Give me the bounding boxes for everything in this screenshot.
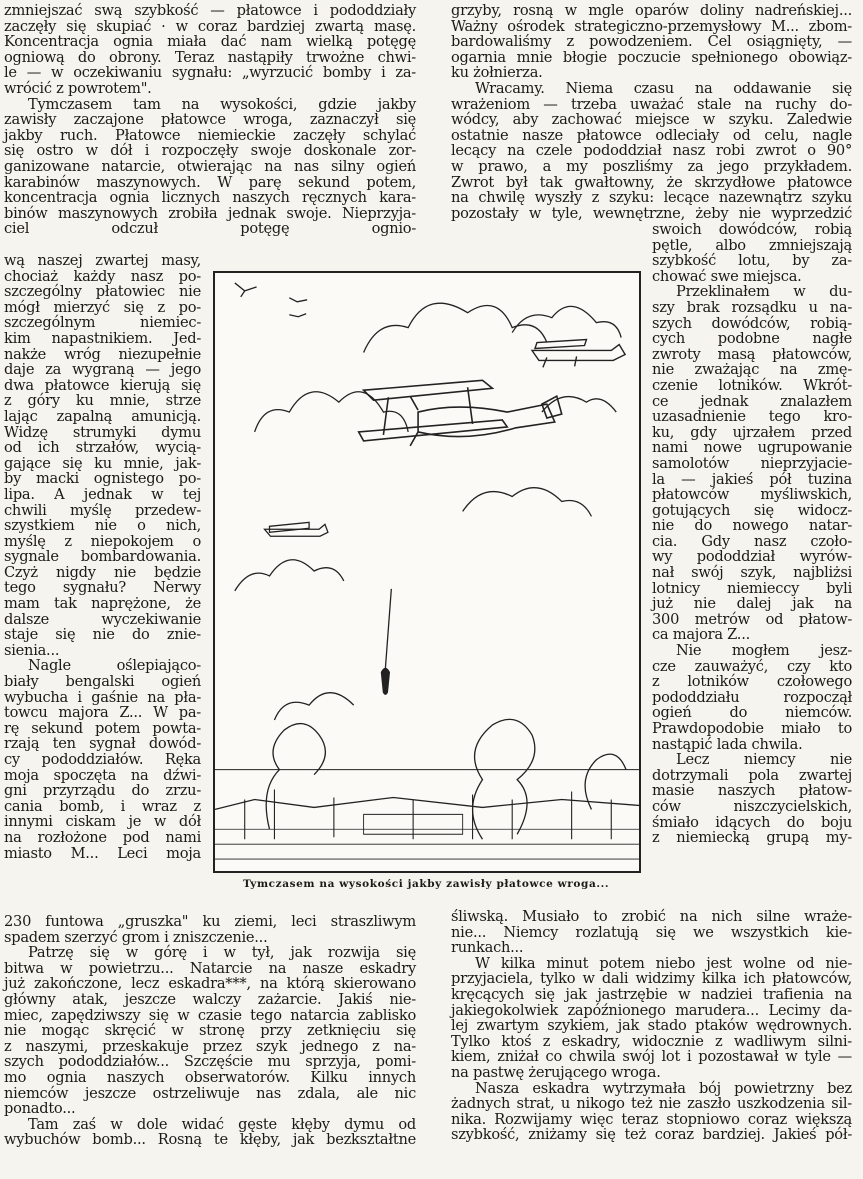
city-outline	[215, 797, 639, 809]
text-line: staje się nie do znie-	[4, 626, 201, 644]
text-line: Nagle oślepiająco-	[28, 657, 201, 675]
cloud-outline	[274, 693, 353, 720]
text-line: Lecz niemcy nie	[676, 751, 852, 769]
text-line: pozostały w tyle, wewnętrzne, żeby nie wyprzedzić	[451, 204, 852, 222]
text-line: z niemiecką grupą my-	[652, 829, 852, 847]
text-line: myślę z niepokojem o	[4, 532, 201, 550]
text-line: wą naszej zwartej masy,	[4, 252, 201, 269]
left-column-narrow	[4, 253, 201, 861]
cloud-outline	[364, 303, 547, 352]
smoke-plume	[473, 719, 535, 839]
text-line: zmniejszać swą szybkość — płatowce i pododdziały	[4, 2, 416, 19]
text-line: lając zapalną amunicją.	[4, 407, 201, 425]
text-line: żadnych strat, u nikogo też nie zaszło uszkodzenia sil-	[451, 1095, 852, 1113]
text-line: na pastwę żerującego wroga.	[451, 1063, 661, 1081]
text-line: ku żołnierza.	[451, 64, 543, 82]
text-line: swoich dowódców, robią	[652, 221, 852, 238]
text-line: moja spoczęta na dźwi-	[4, 766, 201, 784]
text-line: nakże wróg niezupełnie	[4, 345, 201, 363]
right-column-bottom	[451, 909, 852, 1143]
text-line: W kilka minut potem niebo jest wolne od nie-	[475, 954, 852, 972]
text-line: szych dowódców, robią-	[652, 314, 852, 332]
text-line: na rozłożone pod nami	[4, 828, 201, 846]
text-line: samolotów nieprzyjacie-	[652, 454, 852, 472]
text-line: szybkość lotu, by za-	[652, 252, 852, 270]
illustration-drawing	[215, 273, 639, 871]
text-line: Czyż nigdy nie będzie	[4, 563, 201, 581]
biplane-small-right	[532, 340, 625, 368]
text-line: już zakończone, lecz eskadra***, na którą skierowano	[4, 975, 416, 993]
text-line: ogniową do obrony. Teraz nastąpiły trwożne chwi-	[4, 48, 416, 66]
text-line: z naszymi, przeskakuje przez szyk jednego z na-	[4, 1037, 416, 1055]
text-line: zwroty masą płatowców,	[652, 345, 852, 363]
smoke-plume	[266, 724, 325, 830]
falling-bomb	[381, 668, 389, 694]
biplane-large	[359, 380, 562, 446]
text-line: już nie dalej jak na	[652, 595, 852, 613]
text-line: by macki ognistego po-	[4, 470, 201, 488]
text-line: nie do nowego natar-	[652, 517, 852, 535]
text-line: na chwilę wyszły z szyku: lecące nazewnątrz szyku	[451, 189, 852, 207]
text-line: ogień do niemców.	[652, 704, 852, 722]
text-line: pętle, albo zmniejszają	[652, 236, 852, 254]
text-line: Tylko ktoś z eskadry, widocznie z wadliwym silni-	[451, 1032, 852, 1050]
text-line: 300 metrów od płatow-	[652, 610, 852, 628]
text-line: niemców jeszcze ostrzeliwuje nas zdala, ale nic	[4, 1084, 416, 1102]
illustration-caption: Tymczasem na wysokości jakby zawisły płatowce wroga...	[243, 878, 610, 890]
text-line: szczególnym niemiec-	[4, 314, 201, 332]
text-line: gni przyrządu do zrzu-	[4, 782, 201, 800]
text-line: lej zwartym szykiem, jak stado ptaków wędrownych.	[451, 1017, 852, 1035]
text-line: nie zważając na zmę-	[652, 361, 852, 379]
text-line: ostatnie nasze płatowce odleciały od celu, nagle	[451, 126, 852, 144]
text-line: wódcy, aby zachować miejsce w szyku. Zaledwie	[451, 111, 852, 129]
text-line: 230 funtowa „gruszka" ku ziemi, leci straszliwym	[4, 913, 416, 930]
text-line: ganizowane natarcie, otwierając na nas silny ogień	[4, 157, 416, 175]
text-line: runkach...	[451, 939, 524, 957]
text-line: ce jednak znalazłem	[652, 392, 852, 410]
text-line: z góry ku mnie, strze	[4, 392, 201, 410]
text-line: szybkość, zniżamy się też coraz bardziej. Jakieś pół-	[451, 1126, 852, 1144]
text-line: towcu majora Z... W pa-	[4, 704, 201, 722]
text-line: kim napastnikiem. Jed-	[4, 329, 201, 347]
text-line: Nasza eskadra wytrzymała bój powietrzny bez	[475, 1079, 852, 1097]
text-line: spadem szerzyć grom i zniszczenie...	[4, 928, 268, 946]
text-line: biały bengalski ogień	[4, 673, 201, 691]
city-streets	[215, 829, 639, 859]
text-line: rzają ten sygnał dowód-	[4, 735, 201, 753]
text-line: karabinów maszynowych. W parę sekund potem,	[4, 173, 416, 191]
text-line: miasto M... Leci moja	[4, 844, 201, 862]
text-line: cy pododdziałów. Ręka	[4, 751, 201, 768]
text-line: bitwa w powietrzu... Natarcie na nasze eskadry	[4, 959, 416, 977]
text-line: ogarnia mnie błogie poczucie spełnionego obowiąz-	[451, 48, 852, 66]
text-line: cych podobne nagłe	[652, 330, 852, 348]
text-line: lecący na czele pododdział nasz robi zwrot o 90°	[451, 142, 852, 160]
text-line: nie... Niemcy rozlatują się we wszystkich kie-	[451, 923, 852, 941]
text-line: Tam zaś w dole widać gęste kłęby dymu od	[28, 1115, 416, 1133]
text-line: chwili myślę przedew-	[4, 501, 201, 519]
text-line: wybuchów bomb... Rosną te kłęby, jak bezkształtne	[4, 1131, 416, 1149]
text-line: kiem, zniżał co chwila swój lot i pozostawał w tyle —	[451, 1048, 852, 1066]
text-line: wrócić z powrotem".	[4, 79, 152, 97]
cloud-outline	[235, 560, 344, 591]
text-line: nał swój szyk, najbliżsi	[652, 564, 852, 582]
text-line: zaczęły się skupiać · w coraz bardziej zwartą masę.	[4, 17, 416, 35]
text-line: chować swe miejsca.	[652, 267, 802, 285]
text-line: ca majora Z...	[652, 626, 750, 644]
text-line: rę sekund potem powta-	[4, 719, 201, 737]
text-line: wy pododdział wyrów-	[652, 548, 852, 566]
text-line: daje za wygraną — jego	[4, 361, 201, 379]
text-line: śmiało idących do boju	[652, 813, 852, 831]
text-line: się ostro w dół i rozpoczęły swoje doskonale zor-	[4, 142, 416, 160]
text-line: Tymczasem tam na wysokości, gdzie jakby	[28, 95, 416, 113]
text-line: lipa. A jednak w tej	[4, 485, 201, 503]
biplane-small-left	[265, 522, 328, 536]
text-line: dotrzymali pola zwartej	[652, 766, 852, 784]
text-line: dalsze wyczekiwanie	[4, 610, 201, 628]
text-line: binów maszynowych zrobiła jednak swoje. Nieprzyja-	[4, 204, 416, 222]
cloud-outline	[463, 488, 592, 517]
text-line: płatowców myśliwskich,	[652, 486, 852, 504]
text-line: szy brak rozsądku u na-	[652, 298, 852, 316]
distant-plane	[289, 314, 306, 317]
text-line: miec, zapędziwszy się w czasie tego natarcia zablisko	[4, 1006, 416, 1024]
text-line: przyjaciela, tylko w dali widzimy kilka ich płatowców,	[451, 970, 852, 988]
text-line: w prawo, a my poszliśmy za jego przykładem.	[451, 157, 852, 175]
text-line: Wracamy. Niema czasu na oddawanie się	[475, 79, 852, 97]
text-line: masie naszych płatow-	[652, 782, 852, 800]
text-line: dwa płatowce kierują się	[4, 376, 201, 394]
text-line: szystkiem nie o nich,	[4, 517, 201, 535]
text-line: nami nowe ugrupowanie	[652, 439, 852, 457]
text-line: Patrzę się w górę i w tył, jak rozwija się	[28, 944, 416, 962]
text-line: jakby ruch. Płatowce niemieckie zaczęły schylać	[4, 126, 416, 144]
text-line: le — w oczekiwaniu sygnału: „wyrzucić bomby i za-	[4, 64, 416, 82]
text-line: pododdziału rozpoczął	[652, 688, 852, 706]
text-line: zawisły zaczajone płatowce wroga, zaznaczył się	[4, 111, 416, 129]
text-line: innymi ciskam je w dół	[4, 813, 201, 831]
text-line: szczególny płatowiec nie	[4, 283, 201, 301]
text-line: Nie mogłem jesz-	[676, 642, 852, 660]
text-line: kręcących się jak jastrzębie w nadziei trafienia na	[451, 985, 852, 1003]
text-line: gające się ku mnie, jak-	[4, 454, 201, 472]
text-line: Ważny ośrodek strategiczno-przemysłowy M... zbom-	[451, 17, 852, 35]
text-line: Przeklinałem w du-	[676, 283, 852, 301]
text-line: nika. Rozwijamy więc teraz stopniowo coraz większą	[451, 1110, 852, 1128]
cloud-outline	[512, 306, 621, 337]
text-line: la — jakieś pół tuzina	[652, 470, 852, 488]
text-line: Koncentracja ognia miała dać nam wielką potęgę	[4, 33, 416, 51]
text-line: ców niszczycielskich,	[652, 797, 852, 815]
text-line: mo ognia naszych obserwatorów. Kilku innych	[4, 1068, 416, 1086]
text-line: jakiegokolwiek zapóźnionego marudera... Lecimy da-	[451, 1001, 852, 1019]
text-line: wybucha i gaśnie na pła-	[4, 688, 201, 706]
text-line: gotujących się widocz-	[652, 501, 852, 519]
text-line: sienia...	[4, 641, 60, 659]
text-line: ciel odczuł potęgę ognio-	[4, 220, 416, 238]
text-line: cze zauważyć, czy kto	[652, 657, 852, 675]
text-line: od ich strzałów, wycią-	[4, 439, 201, 457]
text-line: główny atak, jeszcze walczy zażarcie. Jakiś nie-	[4, 990, 416, 1008]
illustration-air-raid	[213, 271, 641, 873]
text-line: z lotników czołowego	[652, 673, 852, 691]
bomb-trail	[385, 589, 391, 668]
text-line: ponadto...	[4, 1100, 76, 1118]
text-line: lotnicy niemieccy byli	[652, 579, 852, 597]
distant-plane	[235, 283, 257, 297]
text-line: nie mogąc skręcić w stronę przy zetknięciu się	[4, 1022, 416, 1040]
text-line: bardowaliśmy z powodzeniem. Cel osiągnięty, —	[451, 33, 852, 51]
text-line: koncentracja ognia licznych naszych ręcznych kara-	[4, 189, 416, 207]
text-line: cia. Gdy nasz czoło-	[652, 532, 852, 550]
text-line: nastąpić lada chwila.	[652, 735, 803, 753]
text-line: grzyby, rosną w mgle oparów doliny nadreńskiej...	[451, 2, 852, 19]
text-line: sygnale bombardowania.	[4, 548, 201, 566]
text-line: uzasadnienie tego kro-	[652, 408, 852, 426]
text-line: szych pododdziałów... Szczęście mu sprzyja, pomi-	[4, 1053, 416, 1071]
text-line: mógł mierzyć się z po-	[4, 298, 201, 316]
text-line: chociaż każdy nasz po-	[4, 267, 201, 285]
text-line: śliwską. Musiało to zrobić na nich silne wraże-	[451, 908, 852, 925]
text-line: ku, gdy ujrzałem przed	[652, 423, 852, 441]
text-line: cania bomb, i wraz z	[4, 797, 201, 815]
right-column-top	[451, 3, 852, 221]
text-line: Prawdopodobie miało to	[652, 720, 852, 737]
right-column-narrow	[652, 222, 852, 846]
left-column-top	[4, 3, 416, 237]
text-line: tego sygnału? Nerwy	[4, 579, 201, 597]
text-line: mam tak naprężone, że	[4, 595, 201, 613]
text-line: Zwrot był tak gwałtowny, że skrzydłowe płatowce	[451, 173, 852, 191]
text-line: wrażeniom — trzeba uważać stale na ruchy do-	[451, 95, 852, 113]
text-line: czenie lotników. Wkrót-	[652, 376, 852, 394]
text-line: Widzę strumyki dymu	[4, 423, 201, 441]
distant-plane	[289, 298, 307, 302]
left-column-bottom	[4, 914, 416, 1148]
